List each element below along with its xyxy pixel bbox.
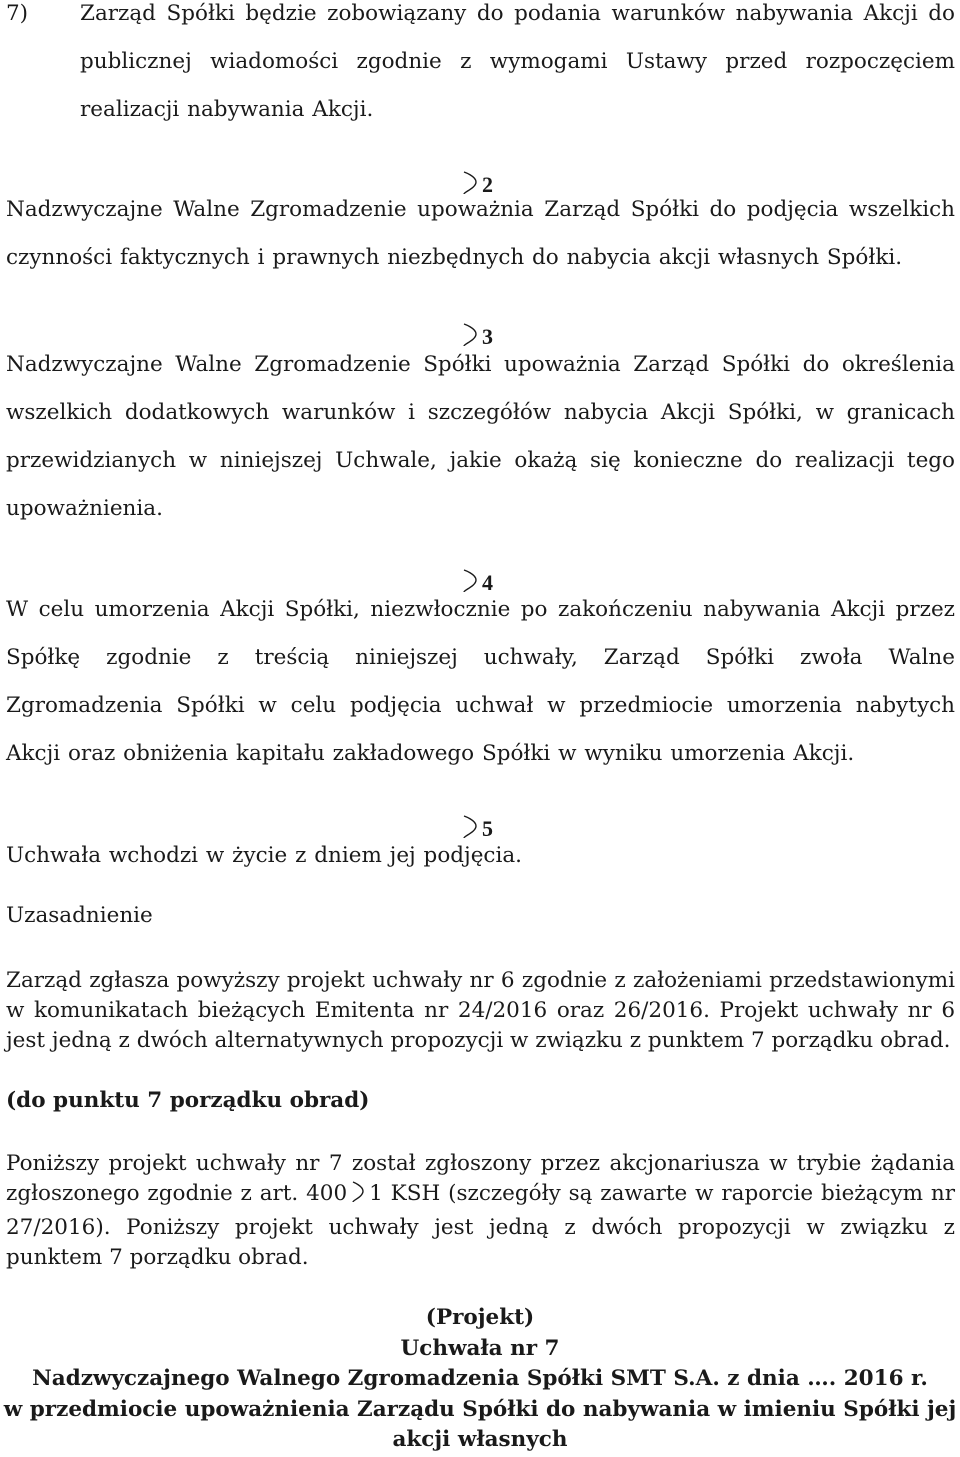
section-number: 2 — [482, 172, 493, 197]
section-number: 3 — [482, 324, 493, 349]
section-5-text: Uchwała wchodzi w życie z dniem jej podjęcia. — [6, 843, 522, 868]
justification-text: Zarząd zgłasza powyższy projekt uchwały nr 6 zgodnie z założeniami przedstawionymi w komunikatach bieżących Emitenta nr 24/2016 oraz 26/2016. Projekt uchwały nr 6 jest jedną z dwóch alternatywnych propozycji w związku z punktem 7 porządku obrad. — [6, 968, 955, 1053]
section-3-text: Nadzwyczajne Walne Zgromadzenie Spółki upoważnia Zarząd Spółki do określenia wszelkich dodatkowych warunków i szczegółów nabycia Akcji Spółki, w granicach przewidzianych w niniejszej Uchwale, jakie okażą się konieczne do realizacji tego upoważnienia. — [6, 352, 955, 521]
agenda-point-heading: (do punktu 7 porządku obrad) — [6, 1088, 370, 1113]
justification-heading: Uzasadnienie — [6, 903, 153, 928]
resolution-number: Uchwała nr 7 — [400, 1336, 560, 1361]
resolution-assembly: Nadzwyczajnego Walnego Zgromadzenia Spółki SMT S.A. z dnia …. 2016 r. — [32, 1366, 928, 1391]
agenda-point-text — [6, 1149, 955, 1273]
section-4-text: W celu umorzenia Akcji Spółki, niezwłocznie po zakończeniu nabywania Akcji przez Spółkę zgodnie z treścią niniejszej uchwały, Zarząd Spółki zwoła Walne Zgromadzenia Spółki w celu podjęcia uchwał w przedmiocie umorzenia nabytych Akcji oraz obniżenia kapitału zakładowego Spółki w wyniku umorzenia Akcji. — [6, 597, 955, 766]
section-2-text: Nadzwyczajne Walne Zgromadzenie upoważnia Zarząd Spółki do podjęcia wszelkich czynności faktycznych i prawnych niezbędnych do nabycia akcji własnych Spółki. — [6, 197, 955, 270]
section-sign-icon — [351, 1180, 365, 1213]
item-number: 7) — [6, 1, 29, 26]
section-number: 5 — [482, 816, 493, 841]
resolution-project-label: (Projekt) — [425, 1305, 535, 1330]
resolution-subject-line2: akcji własnych — [392, 1427, 568, 1452]
resolution-subject-line1: w przedmiocie upoważnienia Zarządu Spółki do nabywania w imieniu Spółki jej — [3, 1397, 957, 1422]
section-number: 4 — [482, 570, 493, 595]
item-7-text: Zarząd Spółki będzie zobowiązany do podania warunków nabywania Akcji do publicznej wiadomości zgodnie z wymogami Ustawy przed rozpoczęciem realizacji nabywania Akcji. — [80, 1, 955, 122]
agenda-text-after: 1 KSH (szczegóły są zawarte w raporcie bieżącym nr 27/2016). Poniższy projekt uchwały jest jedną z dwóch propozycji w związku z punktem 7 porządku obrad. — [6, 1181, 955, 1270]
agenda-text-before: Poniższy projekt uchwały nr 7 został zgłoszony przez akcjonariusza w trybie żądania zgłoszonego zgodnie z art. 400 — [6, 1151, 955, 1206]
